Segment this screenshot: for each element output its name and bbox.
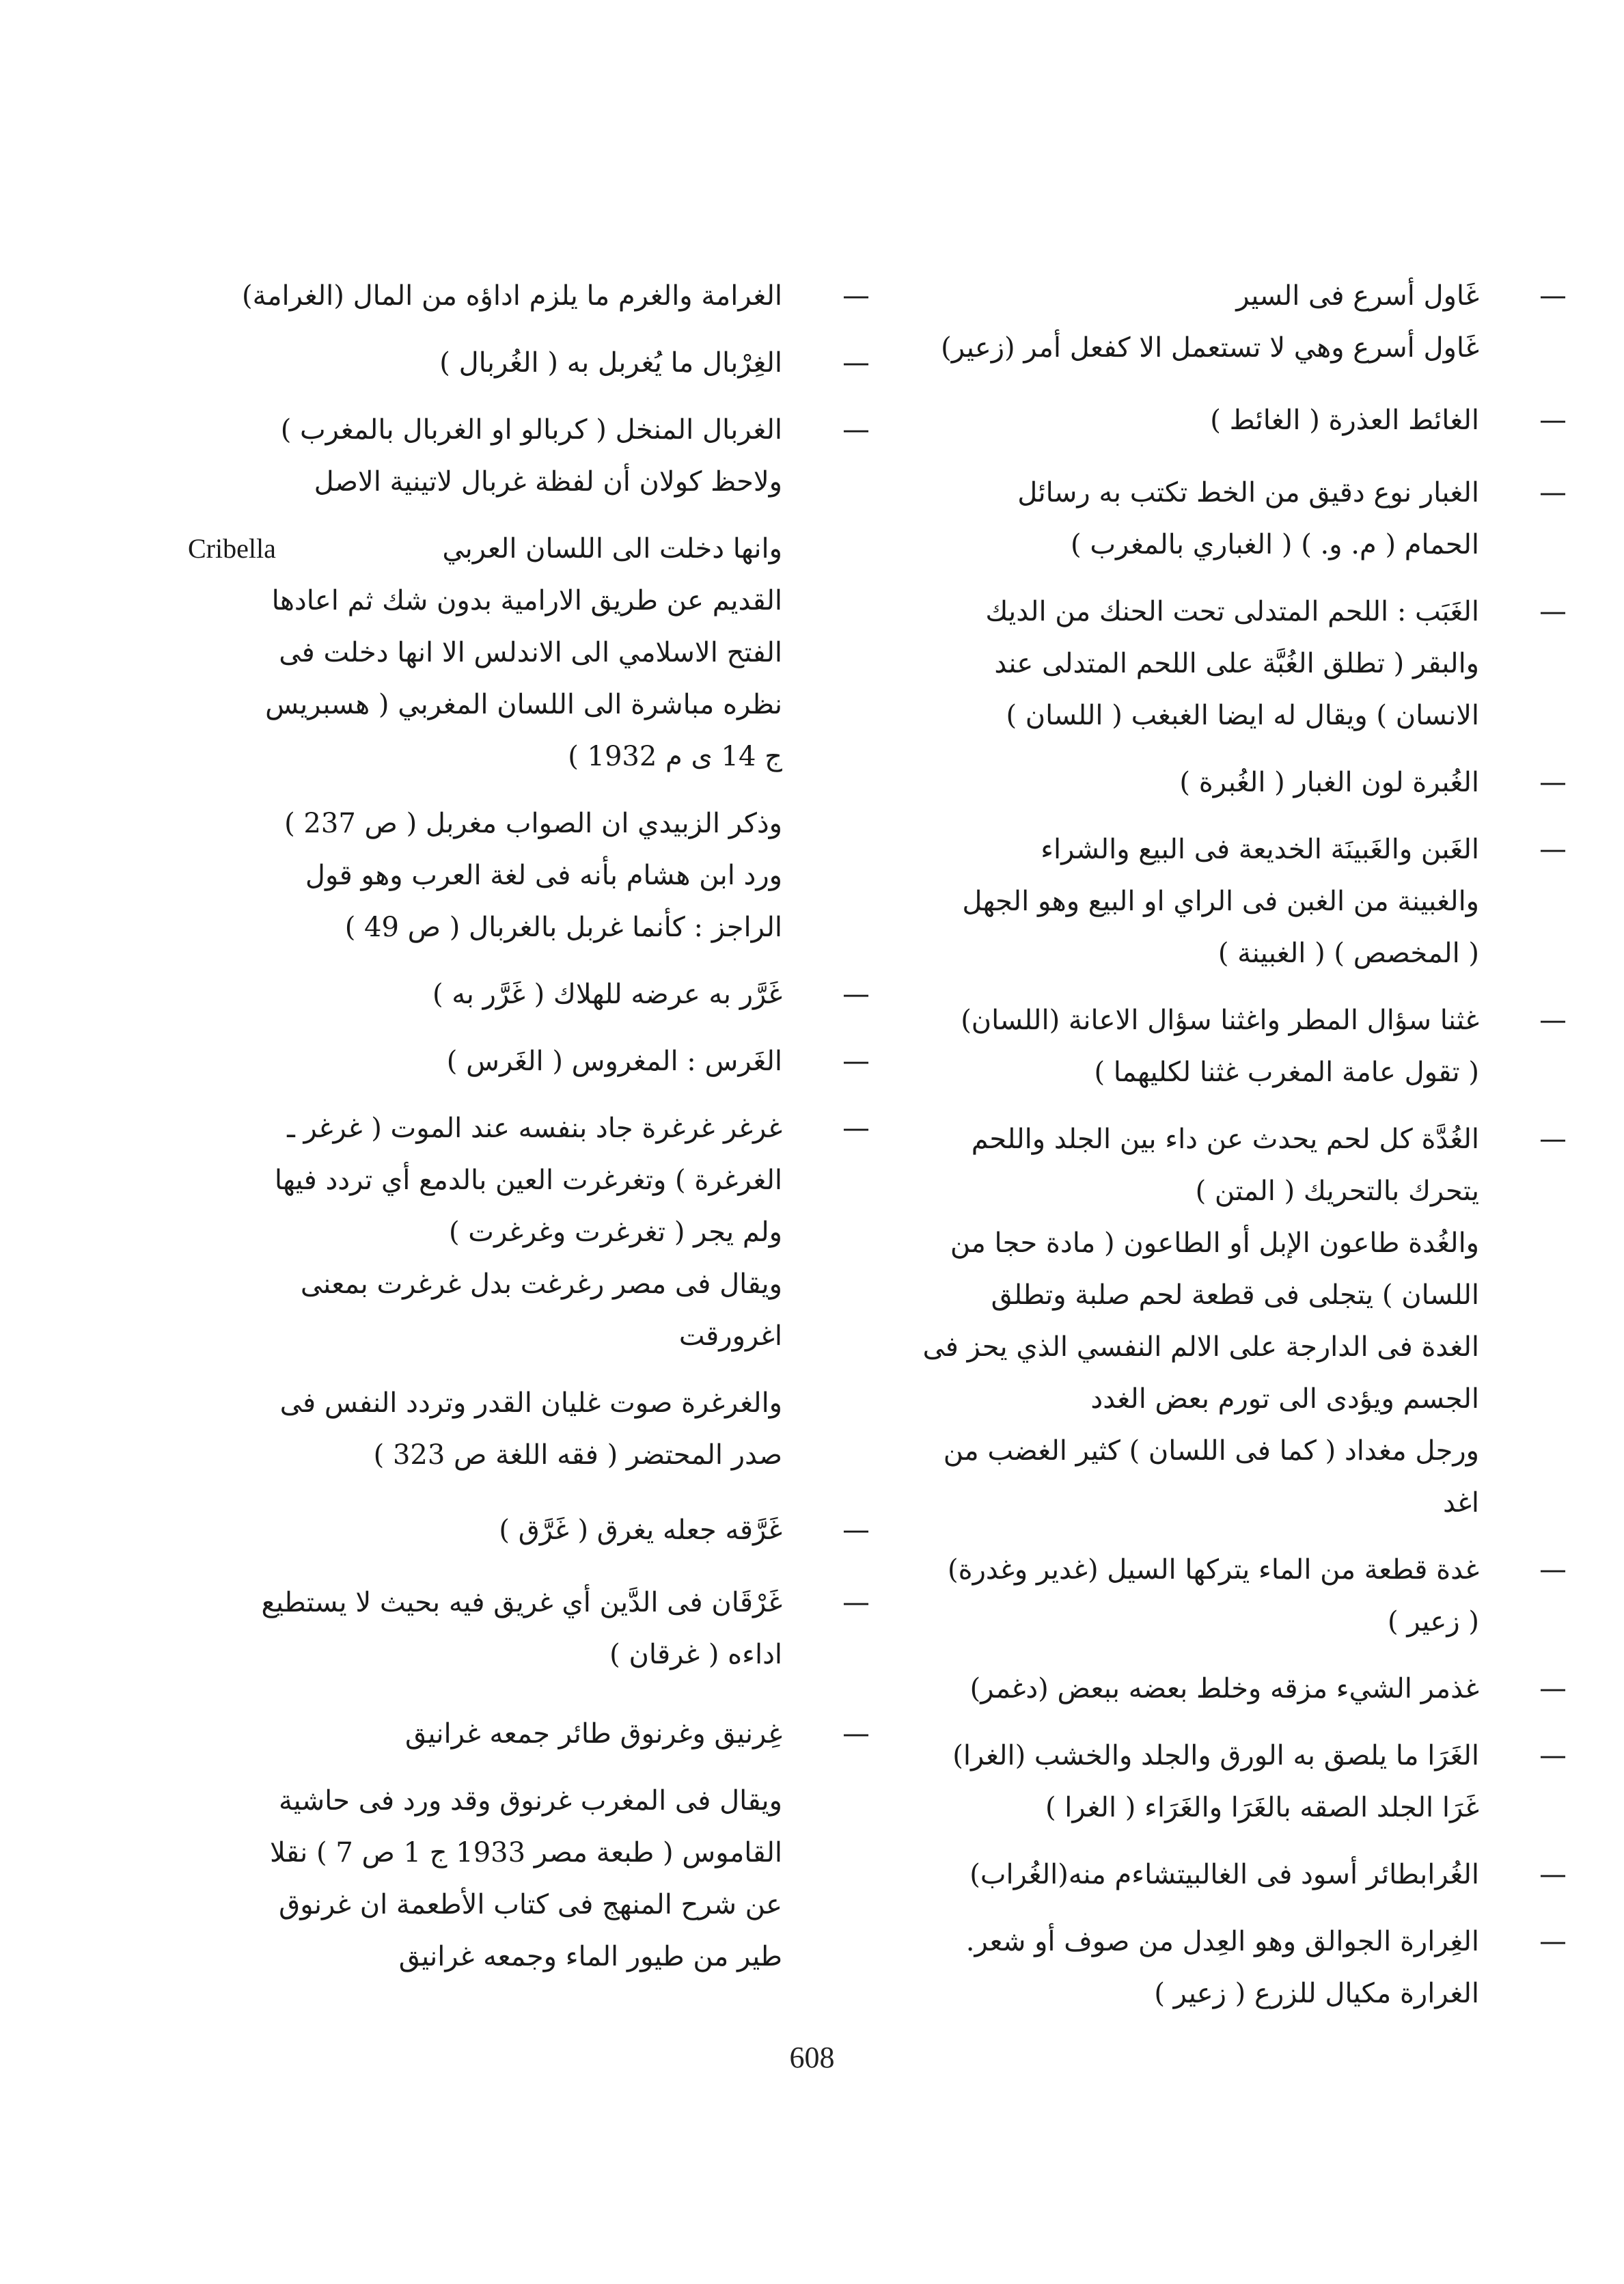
dictionary-entry bbox=[851, 1849, 1493, 1901]
entry-line: اغد bbox=[1442, 1487, 1479, 1519]
entry-line: — الغبار نوع دقيق من الخط تكتب به رسائل bbox=[1017, 477, 1479, 508]
entry-line: الغرغرة ) وتغرغرت العين بالدمع أي تردد فيها bbox=[274, 1165, 782, 1196]
entry-line: الراجز : كأنما غربل بالغربال ( ص 49 ) bbox=[344, 912, 782, 943]
entry-line: غَاول أسرع وهي لا تستعمل الا كفعل أمر (زعير) bbox=[941, 332, 1479, 364]
entry-line: ورد ابن هشام بأنه فى لغة العرب وهو قول bbox=[305, 860, 782, 891]
dictionary-entry bbox=[147, 1577, 796, 1681]
entry-line: — الغُرابطائر أسود فى الغالبيتشاءم منه(الغُراب) bbox=[969, 1859, 1479, 1890]
entry-line: اللسان ) يتجلى فى قطعة لحم صلبة وتطلق bbox=[991, 1279, 1479, 1311]
dictionary-entry bbox=[851, 1916, 1493, 2020]
entry-line: ولم يجر ( تغرغرت وغرغرت ) bbox=[448, 1216, 782, 1248]
entry-line: — الغائط العذرة ( الغائط ) bbox=[1210, 405, 1479, 436]
dictionary-entry bbox=[147, 270, 796, 322]
entry-line: — غَاول أسرع فى السير bbox=[1236, 280, 1479, 312]
dictionary-entry bbox=[851, 1663, 1493, 1715]
entry-line: عن شرح المنهج فى كتاب الأطعمة ان غرنوق bbox=[279, 1889, 782, 1920]
entry-line: — الغُبرة لون الغبار ( الغُبرة ) bbox=[1179, 767, 1479, 798]
entry-line: صدر المحتضر ( فقه اللغة ص 323 ) bbox=[373, 1439, 782, 1471]
entry-line: — الغَبَب : اللحم المتدلى تحت الحنك من الديك bbox=[985, 596, 1479, 627]
entry-line: — غَرَّر به عرضه للهلاك ( غَرَّر به ) bbox=[432, 979, 782, 1010]
entry-line: اداءه ( غرقان ) bbox=[609, 1639, 782, 1670]
entry-line-text: وانها دخلت الى اللسان العربي bbox=[442, 533, 782, 565]
dictionary-entry bbox=[851, 1730, 1493, 1834]
entry-line: الفتح الاسلامي الى الاندلس الا انها دخلت فى bbox=[279, 637, 782, 668]
entry-line: ( تقول عامة المغرب غثنا لكليهما ) bbox=[1094, 1057, 1479, 1088]
left-column bbox=[147, 270, 796, 1998]
entry-line: ج 14 ى م 1932 ) bbox=[568, 741, 782, 772]
entry-line bbox=[147, 523, 782, 575]
dictionary-entry bbox=[147, 968, 796, 1020]
right-column bbox=[851, 270, 1493, 2035]
entry-line: والغرغرة صوت غليان القدر وتردد النفس فى bbox=[279, 1387, 782, 1419]
dictionary-entry bbox=[147, 523, 796, 783]
entry-line: — الغِرْبال ما يُغربل به ( الغُربال ) bbox=[439, 347, 782, 379]
entry-line: — الغرامة والغرم ما يلزم اداؤه من المال (الغرامة) bbox=[242, 280, 782, 312]
dictionary-entry bbox=[147, 1504, 796, 1556]
entry-line: — غَرَّقه جعله يغرق ( غَرَّق ) bbox=[499, 1514, 782, 1546]
dictionary-entry bbox=[147, 1102, 796, 1362]
entry-line: — الغَرس : المغروس ( الغَرس ) bbox=[446, 1046, 782, 1077]
entry-line: — غِرنيق وغرنوق طائر جمعه غرانيق bbox=[404, 1718, 782, 1750]
entry-line: الانسان ) ويقال له ايضا الغبغب ( اللسان ) bbox=[1006, 700, 1479, 731]
entry-line: القاموس ( طبعة مصر 1933 ج 1 ص 7 ) نقلا bbox=[270, 1837, 782, 1868]
dictionary-entry bbox=[851, 394, 1493, 446]
page-number: 608 bbox=[789, 2041, 835, 2074]
entry-line: — غذمر الشيء مزقه وخلط بعضه ببعض (دغمر) bbox=[969, 1673, 1479, 1704]
entry-line: والغبينة من الغبن فى الراي او البيع وهو الجهل bbox=[962, 886, 1479, 917]
entry-line: الغرارة مكيال للزرع ( زعير ) bbox=[1154, 1978, 1479, 2009]
entry-line: — غَرْقَان فى الدَّين أي غريق فيه بحيث لا يستطيع bbox=[261, 1587, 782, 1618]
dictionary-entry bbox=[851, 994, 1493, 1098]
entry-line: — الغِرارة الجوالق وهو العِدل من صوف أو شعر. bbox=[965, 1926, 1479, 1957]
dictionary-entry bbox=[147, 1035, 796, 1087]
entry-line: — غدة قطعة من الماء يتركها السيل (غدير وغدرة) bbox=[948, 1554, 1479, 1586]
dictionary-entry bbox=[851, 757, 1493, 808]
entry-line: ( المخصص ) ( الغبينة ) bbox=[1217, 938, 1479, 969]
entry-line: غَرَا الجلد الصقه بالغَرَا والغَرَاء ( الغرا ) bbox=[1045, 1792, 1479, 1823]
entry-line: ورجل مغداد ( كما فى اللسان ) كثير الغضب من bbox=[943, 1435, 1479, 1467]
entry-line: — الغَرَا ما يلصق به الورق والجلد والخشب (الغرا) bbox=[952, 1740, 1479, 1771]
dictionary-entry bbox=[851, 824, 1493, 979]
entry-line: ولاحظ كولان أن لفظة غربال لاتينية الاصل bbox=[314, 466, 782, 498]
entry-line: والغُدة طاعون الإبل أو الطاعون ( مادة حجا من bbox=[950, 1227, 1479, 1259]
dictionary-entry bbox=[147, 337, 796, 389]
dictionary-entry bbox=[851, 1544, 1493, 1648]
entry-line: — الغَبن والغَبينَة الخديعة فى البيع والشراء bbox=[1041, 834, 1479, 865]
dictionary-entry bbox=[147, 798, 796, 953]
dictionary-entry bbox=[851, 586, 1493, 742]
entry-line: الغدة فى الدارجة على الالم النفسي الذي يحز فى bbox=[922, 1331, 1479, 1363]
entry-line: الجسم ويؤدى الى تورم بعض الغدد bbox=[1090, 1383, 1479, 1415]
entry-line: يتحرك بالتحريك ( المتن ) bbox=[1195, 1175, 1479, 1207]
dictionary-entry bbox=[147, 1708, 796, 1760]
entry-line: وذكر الزبيدي ان الصواب مغربل ( ص 237 ) bbox=[284, 808, 782, 839]
dictionary-entry bbox=[851, 1113, 1493, 1529]
latin-term: Cribella bbox=[188, 533, 276, 564]
dictionary-entry bbox=[147, 1775, 796, 1983]
dictionary-entry bbox=[147, 404, 796, 508]
entry-line: — الغُدَّة كل لحم يحدث عن داء بين الجلد واللحم bbox=[971, 1124, 1479, 1155]
dictionary-entry bbox=[851, 270, 1493, 374]
entry-line: طير من طيور الماء وجمعه غرانيق bbox=[398, 1941, 782, 1972]
entry-line: — الغربال المنخل ( كربالو او الغربال بالمغرب ) bbox=[280, 414, 782, 446]
entry-line: والبقر ( تطلق الغُبَّة على اللحم المتدلى عند bbox=[994, 648, 1479, 679]
entry-line: ( زعير ) bbox=[1388, 1606, 1479, 1637]
entry-line: ويقال فى مصر رغرغت بدل غرغرت بمعنى bbox=[300, 1268, 782, 1300]
entry-line: اغرورقت bbox=[678, 1320, 782, 1352]
entry-line: — غثنا سؤال المطر واغثنا سؤال الاعانة (اللسان) bbox=[961, 1005, 1479, 1036]
dictionary-entry bbox=[147, 1377, 796, 1481]
entry-line: نظره مباشرة الى اللسان المغربي ( هسبريس bbox=[265, 689, 782, 720]
entry-line: الحمام ( م. و. ) ( الغباري بالمغرب ) bbox=[1071, 529, 1479, 560]
dictionary-entry bbox=[851, 467, 1493, 571]
entry-line: ويقال فى المغرب غرنوق وقد ورد فى حاشية bbox=[279, 1785, 782, 1817]
entry-line: — غرغر غرغرة جاد بنفسه عند الموت ( غرغر ـ bbox=[287, 1113, 782, 1144]
entry-line: القديم عن طريق الارامية بدون شك ثم اعادها bbox=[271, 585, 782, 616]
